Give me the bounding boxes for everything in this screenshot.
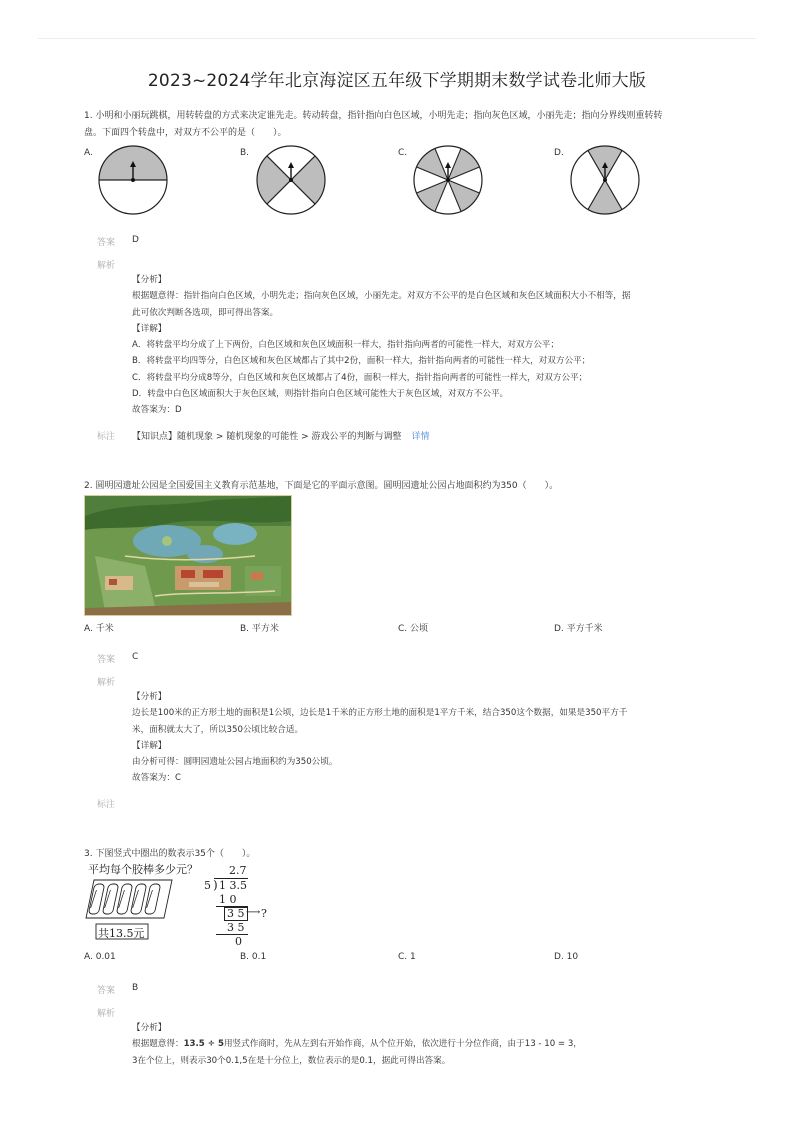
q2-option-c: C. 公顷: [398, 624, 429, 634]
q2-analysis-block: [132, 689, 692, 787]
q2-analysis-line: 【详解】: [132, 740, 167, 751]
divisor: 5: [204, 879, 211, 892]
spinner-d-gray-bottom: [588, 180, 622, 214]
q2-answer-label: 答案: [97, 655, 116, 665]
q1-analysis-line: 【分析】: [132, 275, 167, 285]
q2-analysis-line: 米，面积就太大了，所以350公顷比较合适。: [132, 724, 304, 735]
q1-analysis-line: B．将转盘平均四等分，白色区域和灰色区域都占了其中2份，面积一样大，指针指向两者的可能性一样大，对双方公平；: [132, 356, 591, 367]
q1-analysis-label: 解析: [97, 261, 116, 271]
question-1-line-1: 1. 小明和小丽玩跳棋，用转转盘的方式来决定谁先走。转动转盘，指针指向白色区域，小明先走；指向灰色区域，小丽先走；指向分界线则重转转: [84, 111, 663, 121]
q1-analysis-line: D．转盘中白色区域面积大于灰色区域，则指针指向白色区域可能性大于灰色区域，对双方不公平。: [132, 389, 509, 400]
remainder: 0: [235, 935, 242, 948]
q3-total-price: 共13.5元: [98, 927, 145, 940]
q1-answer-label: 答案: [97, 238, 116, 248]
step-one: 1 0: [219, 893, 237, 906]
q3-option-a: A. 0.01: [84, 952, 116, 962]
spinner-a-diagram: [97, 144, 169, 216]
q1-analysis-line: A．将转盘平均分成了上下两份，白色区域和灰色区域面积一样大，指针指向两者的可能性一样大，对双方公平；: [132, 340, 559, 351]
page-title: 2023~2024学年北京海淀区五年级下学期期末数学试卷北师大版: [147, 71, 647, 91]
question-mark: ?: [261, 907, 267, 920]
q3-glue-question: 平均每个胶棒多少元？: [88, 863, 198, 876]
q1-knowledge-point: 【知识点】随机现象 > 随机现象的可能性 > 游戏公平的判断与调整: [132, 432, 402, 442]
q2-analysis-line: 由分析可得：圆明园遗址公园占地面积约为350公顷。: [132, 757, 338, 768]
q3-option-d: D. 10: [554, 952, 579, 962]
q1-option-d-label: D.: [554, 148, 564, 158]
q3-analysis-line: [132, 1036, 692, 1052]
q1-analysis-line: 根据题意得：指针指向白色区域，小明先走；指向灰色区域，小丽先走。对双方不公平的是白色区域和灰色区域面积大小不相等，据: [132, 291, 631, 302]
q3-answer-value: B: [132, 983, 139, 993]
q3-analysis-pre: 根据题意得：: [132, 1039, 184, 1050]
q3-analysis-label: 解析: [97, 1009, 116, 1019]
top-divider: [38, 38, 756, 39]
q2-option-d: D. 平方千米: [554, 624, 603, 634]
long-division: 2.7 5 ) 1 3.5 1 0 3 5 ⟶ ? 3 5 0: [204, 864, 267, 948]
spinner-b-diagram: [255, 144, 327, 216]
q1-option-a-label: A.: [84, 148, 93, 158]
q2-option-b: B. 平方米: [240, 624, 279, 634]
question-1-line-2: 盘。下面四个转盘中，对双方不公平的是（ ）。: [84, 128, 287, 138]
q1-option-b-label: B.: [240, 148, 250, 158]
q1-tag-label: 标注: [97, 432, 116, 442]
spinner-d-diagram: [569, 144, 641, 216]
q3-analysis-block: [132, 1020, 692, 1069]
question-3-stem: 3. 下图竖式中圈出的数表示35个（ ）。: [84, 849, 256, 859]
q2-analysis-line: 边长是100米的正方形土地的面积是1公顷，边长是1千米的正方形土地的面积是1平方千米，结合350这个数据，如果是350平方千: [132, 708, 628, 719]
q3-analysis-post: 用竖式作商时，先从左到右开始作商，从个位开始，依次进行十分位作商，由于13 - 10 = 3，: [223, 1039, 582, 1050]
q1-option-c-label: C.: [398, 148, 408, 158]
q1-analysis-line: 故答案为：D: [132, 405, 182, 416]
q3-option-b: B. 0.1: [240, 952, 267, 962]
park-map-image: [84, 495, 292, 616]
q1-analysis-block: [132, 272, 692, 419]
q1-tag-row: [132, 429, 430, 442]
q3-analysis-expression: 13.5 ÷ 5: [183, 1039, 224, 1050]
q2-answer-value: C: [132, 652, 139, 662]
spinner-c-diagram: [412, 144, 484, 216]
q1-answer-value: D: [132, 235, 139, 245]
q1-analysis-line: C．将转盘平均分成8等分，白色区域和灰色区域都占了4份，面积一样大，指针指向两者的可能性一样大，对双方公平；: [132, 372, 588, 383]
q2-tag-label: 标注: [97, 800, 116, 810]
circled-number: 3 5: [224, 907, 248, 921]
q3-analysis-line: 3在个位上，则表示30个0.1,5在是十分位上，数位表示的是0.1，据此可得出答案。: [132, 1055, 451, 1066]
q3-analysis-head: 【分析】: [132, 1023, 167, 1033]
q2-analysis-line: 故答案为：C: [132, 773, 181, 784]
step-two: 3 5: [227, 921, 245, 934]
q2-option-a: A. 千米: [84, 624, 114, 634]
question-1-stem: [84, 108, 714, 142]
q1-analysis-line: 【详解】: [132, 323, 167, 334]
q1-analysis-line: 此可依次判断各选项，即可得出答案。: [132, 307, 279, 318]
q1-details-link[interactable]: 详情: [411, 432, 430, 442]
q2-analysis-line: 【分析】: [132, 692, 167, 702]
dividend: 1 3.5: [219, 879, 247, 892]
q3-answer-label: 答案: [97, 986, 116, 996]
question-2-stem: 2. 圆明园遗址公园是全国爱国主义教育示范基地，下面是它的平面示意图。圆明园遗址公园占地面积约为350（ ）。: [84, 481, 559, 491]
quotient: 2.7: [229, 864, 247, 877]
q2-analysis-label: 解析: [97, 678, 116, 688]
q3-option-c: C. 1: [398, 952, 416, 962]
